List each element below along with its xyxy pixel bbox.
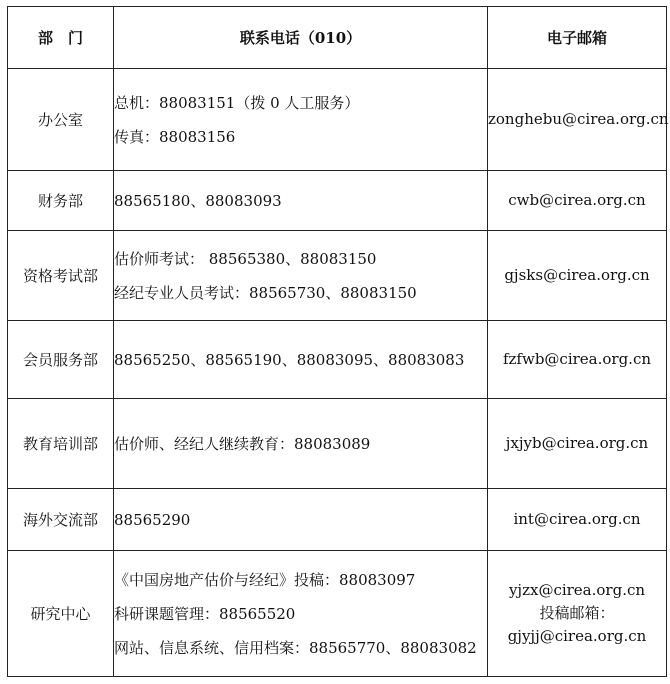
phone-line: 88565180、88083093 xyxy=(114,191,282,210)
phone-line: 总机：88083151（拨 0 人工服务） xyxy=(114,93,360,112)
dept-name: 研究中心 xyxy=(8,551,114,677)
phone-line: 网站、信息系统、信用档案：88565770、88083082 xyxy=(114,638,477,657)
table-row xyxy=(8,551,667,677)
table-row xyxy=(8,171,667,231)
email-cell xyxy=(488,399,667,489)
email-address[interactable]: zonghebu@cirea.org.cn xyxy=(488,110,669,128)
phone-line: 经纪专业人员考试：88565730、88083150 xyxy=(114,283,417,302)
phone-cell xyxy=(114,321,488,399)
email-address[interactable]: int@cirea.org.cn xyxy=(513,510,641,528)
header-row xyxy=(8,7,667,69)
phone-cell xyxy=(114,399,488,489)
email-cell xyxy=(488,231,667,321)
email-address[interactable]: yjzx@cirea.org.cn xyxy=(508,581,646,599)
email-cell xyxy=(488,69,667,171)
email-address[interactable]: gjsks@cirea.org.cn xyxy=(504,266,650,284)
phone-line: 《中国房地产估价与经纪》投稿：88083097 xyxy=(114,570,416,589)
header-email: 电子邮箱 xyxy=(488,7,667,69)
table-row xyxy=(8,321,667,399)
email-cell xyxy=(488,171,667,231)
table-row xyxy=(8,69,667,171)
phone-line: 估价师、经纪人继续教育：88083089 xyxy=(114,434,371,453)
email-cell xyxy=(488,489,667,551)
phone-cell xyxy=(114,69,488,171)
dept-name: 教育培训部 xyxy=(8,399,114,489)
phone-cell xyxy=(114,551,488,677)
contact-table xyxy=(7,6,667,677)
phone-cell xyxy=(114,489,488,551)
email-cell xyxy=(488,551,667,677)
dept-name: 办公室 xyxy=(8,69,114,171)
phone-line: 估价师考试： 88565380、88083150 xyxy=(114,249,377,268)
phone-line: 科研课题管理：88565520 xyxy=(114,604,296,623)
phone-line: 88565250、88565190、88083095、88083083 xyxy=(114,350,465,369)
dept-name: 财务部 xyxy=(8,171,114,231)
table-row xyxy=(8,231,667,321)
phone-line: 传真：88083156 xyxy=(114,127,236,146)
header-dept: 部 门 xyxy=(8,7,114,69)
email-cell xyxy=(488,321,667,399)
dept-name: 海外交流部 xyxy=(8,489,114,551)
table-row xyxy=(8,399,667,489)
email-address[interactable]: gjyjj@cirea.org.cn xyxy=(507,627,647,645)
email-label: 投稿邮箱： xyxy=(539,604,615,622)
phone-cell xyxy=(114,171,488,231)
email-address[interactable]: cwb@cirea.org.cn xyxy=(508,191,646,209)
dept-name: 会员服务部 xyxy=(8,321,114,399)
phone-cell xyxy=(114,231,488,321)
header-phone: 联系电话（010） xyxy=(114,7,488,69)
email-address[interactable]: fzfwb@cirea.org.cn xyxy=(502,350,652,368)
dept-name: 资格考试部 xyxy=(8,231,114,321)
table-row xyxy=(8,489,667,551)
phone-line: 88565290 xyxy=(114,510,191,529)
email-address[interactable]: jxjyb@cirea.org.cn xyxy=(505,434,649,452)
